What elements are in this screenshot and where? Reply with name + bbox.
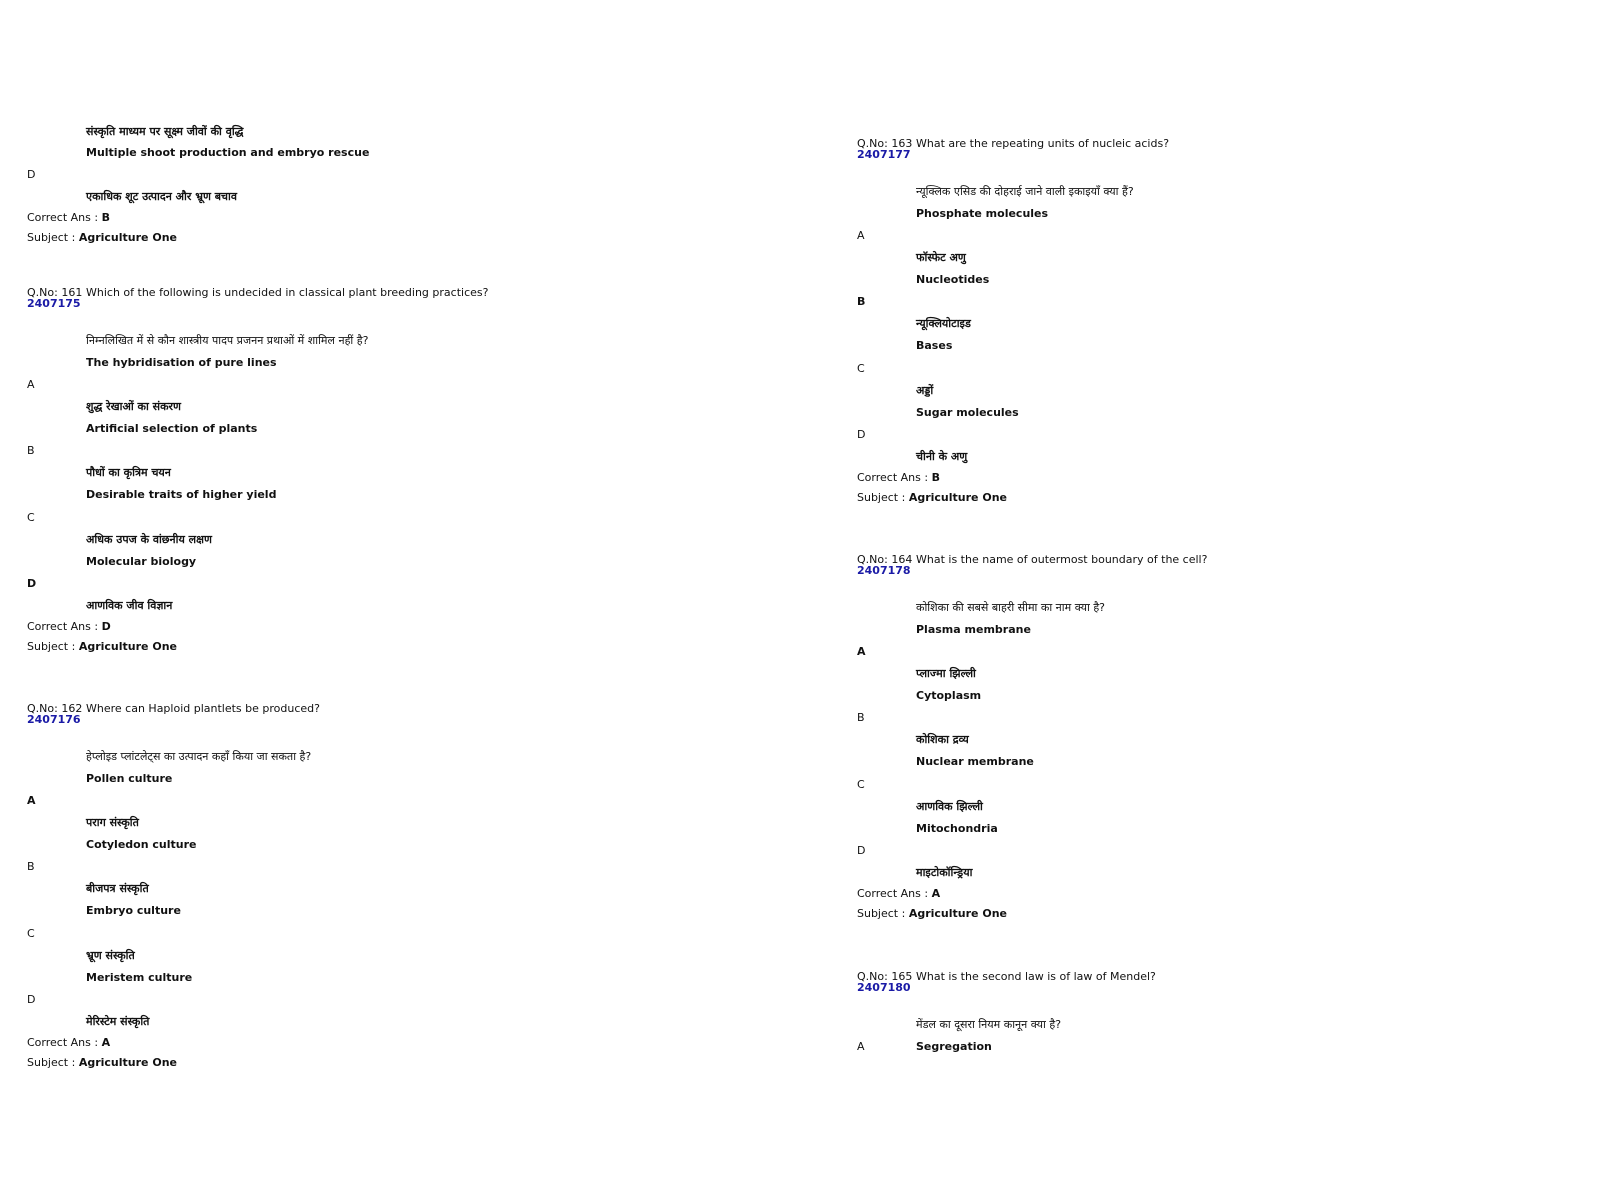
option-a bbox=[857, 1039, 1597, 1055]
question-text-english: What is the second law is of law of Mendel? bbox=[916, 970, 1156, 983]
correct-answer bbox=[857, 886, 1597, 902]
subject-value: Agriculture One bbox=[78, 640, 177, 653]
question-number: Q.No: 163 bbox=[857, 137, 913, 150]
option-c-english: Embryo culture bbox=[86, 904, 181, 917]
subject-label: Subject : bbox=[857, 491, 906, 504]
option-a-english: Phosphate molecules bbox=[916, 207, 1049, 220]
subject-label: Subject : bbox=[27, 1056, 76, 1069]
option-d-hindi: मेरिस्टेम संस्कृति bbox=[86, 1015, 150, 1028]
option-c-hindi: अड्डों bbox=[916, 384, 934, 397]
subject-line bbox=[857, 490, 1597, 506]
question-text-english: What are the repeating units of nucleic acids? bbox=[916, 137, 1170, 150]
question-number: Q.No: 161 bbox=[27, 286, 83, 299]
question-id: 2407177 bbox=[857, 148, 911, 161]
question-id: 2407176 bbox=[27, 713, 81, 726]
option-b-hindi: बीजपत्र संस्कृति bbox=[86, 882, 149, 895]
option-b-hindi: कोशिका द्रव्य bbox=[916, 733, 969, 746]
option-b-hindi: पौधों का कृत्रिम चयन bbox=[86, 466, 171, 479]
option-b-letter: B bbox=[27, 860, 35, 873]
option-a-letter: A bbox=[857, 229, 865, 242]
question-number: Q.No: 164 bbox=[857, 553, 913, 566]
subject-line bbox=[27, 1055, 787, 1071]
option-a-hindi: प्लाज्मा झिल्ली bbox=[916, 667, 976, 680]
option-d-hindi: आणविक जीव विज्ञान bbox=[86, 599, 173, 612]
question-id: 2407175 bbox=[27, 297, 81, 310]
option-c-letter: C bbox=[27, 511, 35, 524]
correct-answer-label: Correct Ans : bbox=[27, 620, 99, 633]
subject-label: Subject : bbox=[27, 231, 76, 244]
question-text-hindi: कोशिका की सबसे बाहरी सीमा का नाम क्या है? bbox=[916, 601, 1105, 614]
subject-line bbox=[857, 906, 1597, 922]
option-c-english: Bases bbox=[916, 339, 953, 352]
subject-label: Subject : bbox=[857, 907, 906, 920]
option-letter: D bbox=[27, 168, 36, 181]
option-a-hindi: शुद्ध रेखाओं का संकरण bbox=[86, 400, 181, 413]
option-c-english: Nuclear membrane bbox=[916, 755, 1034, 768]
option-b-letter: B bbox=[857, 711, 865, 724]
subject-label: Subject : bbox=[27, 640, 76, 653]
option-d-letter: D bbox=[857, 428, 866, 441]
option-a-english: Plasma membrane bbox=[916, 623, 1031, 636]
option-a-letter: A bbox=[27, 794, 36, 807]
option-b-english: Cytoplasm bbox=[916, 689, 982, 702]
question-text-hindi: मेंडल का दूसरा नियम कानून क्या है? bbox=[916, 1018, 1062, 1031]
option-a-hindi: पराग संस्कृति bbox=[86, 816, 139, 829]
correct-answer-label: Correct Ans : bbox=[857, 471, 929, 484]
subject-value: Agriculture One bbox=[908, 907, 1007, 920]
question-text-english: Which of the following is undecided in classical plant breeding practices? bbox=[86, 286, 489, 299]
option-d-letter: D bbox=[857, 844, 866, 857]
correct-answer-value: B bbox=[101, 211, 110, 224]
option-c-letter: C bbox=[857, 778, 865, 791]
subject-value: Agriculture One bbox=[78, 231, 177, 244]
question-number: Q.No: 165 bbox=[857, 970, 913, 983]
option-b-letter: B bbox=[27, 444, 35, 457]
option-d-hindi: माइटोकॉन्ड्रिया bbox=[916, 866, 973, 879]
question-id: 2407180 bbox=[857, 981, 911, 994]
correct-answer bbox=[27, 619, 787, 635]
question-text-english: What is the name of outermost boundary of the cell? bbox=[916, 553, 1208, 566]
question-text-hindi: हेप्लोइड प्लांटलेट्स का उत्पादन कहाँ किया जा सकता है? bbox=[86, 750, 312, 763]
option-c-english: Desirable traits of higher yield bbox=[86, 488, 277, 501]
option-a-hindi: फॉस्फेट अणु bbox=[916, 251, 966, 264]
subject-value: Agriculture One bbox=[78, 1056, 177, 1069]
option-c-letter: C bbox=[27, 927, 35, 940]
subject-value: Agriculture One bbox=[908, 491, 1007, 504]
option-b-english: Artificial selection of plants bbox=[86, 422, 258, 435]
option-a-english: Pollen culture bbox=[86, 772, 173, 785]
correct-answer bbox=[27, 1035, 787, 1051]
correct-answer-value: D bbox=[101, 620, 111, 633]
correct-answer bbox=[857, 470, 1597, 486]
option-b-hindi: न्यूक्लियोटाइड bbox=[916, 317, 971, 330]
question-text-hindi: निम्नलिखित में से कौन शास्त्रीय पादप प्रजनन प्रथाओं में शामिल नहीं है? bbox=[86, 334, 369, 347]
subject-line bbox=[27, 230, 787, 246]
question-text-english: Where can Haploid plantlets be produced? bbox=[86, 702, 320, 715]
option-a-english: The hybridisation of pure lines bbox=[86, 356, 277, 369]
option-hindi-text: संस्कृति माध्यम पर सूक्ष्म जीवों की वृद्धि bbox=[86, 125, 244, 138]
option-d-english: Meristem culture bbox=[86, 971, 193, 984]
correct-answer-value: A bbox=[101, 1036, 111, 1049]
question-number: Q.No: 162 bbox=[27, 702, 83, 715]
option-a-english: Segregation bbox=[916, 1040, 992, 1053]
correct-answer-label: Correct Ans : bbox=[27, 1036, 99, 1049]
correct-answer bbox=[27, 210, 787, 226]
correct-answer-value: B bbox=[931, 471, 940, 484]
option-b-letter: B bbox=[857, 295, 866, 308]
option-d-letter: D bbox=[27, 577, 37, 590]
correct-answer-label: Correct Ans : bbox=[27, 211, 99, 224]
question-id: 2407178 bbox=[857, 564, 911, 577]
option-a-letter: A bbox=[27, 378, 35, 391]
option-a-letter: A bbox=[857, 645, 866, 658]
option-b-english: Nucleotides bbox=[916, 273, 990, 286]
option-hindi-text: एकाधिक शूट उत्पादन और भ्रूण बचाव bbox=[86, 190, 237, 203]
option-c-hindi: अधिक उपज के वांछनीय लक्षण bbox=[86, 533, 212, 546]
option-c-hindi: भ्रूण संस्कृति bbox=[86, 949, 135, 962]
option-d-english: Molecular biology bbox=[86, 555, 197, 568]
option-c-hindi: आणविक झिल्ली bbox=[916, 800, 983, 813]
subject-line bbox=[27, 639, 787, 655]
option-d-english: Sugar molecules bbox=[916, 406, 1019, 419]
option-d-hindi: चीनी के अणु bbox=[916, 450, 968, 463]
option-d-letter: D bbox=[27, 993, 36, 1006]
correct-answer-label: Correct Ans : bbox=[857, 887, 929, 900]
option-english-text: Multiple shoot production and embryo rescue bbox=[86, 146, 370, 159]
option-a-letter: A bbox=[857, 1040, 865, 1053]
correct-answer-value: A bbox=[931, 887, 941, 900]
option-c-letter: C bbox=[857, 362, 865, 375]
option-b-english: Cotyledon culture bbox=[86, 838, 197, 851]
question-text-hindi: न्यूक्लिक एसिड की दोहराई जाने वाली इकाइयाँ क्या हैं? bbox=[916, 185, 1134, 198]
option-d-english: Mitochondria bbox=[916, 822, 998, 835]
